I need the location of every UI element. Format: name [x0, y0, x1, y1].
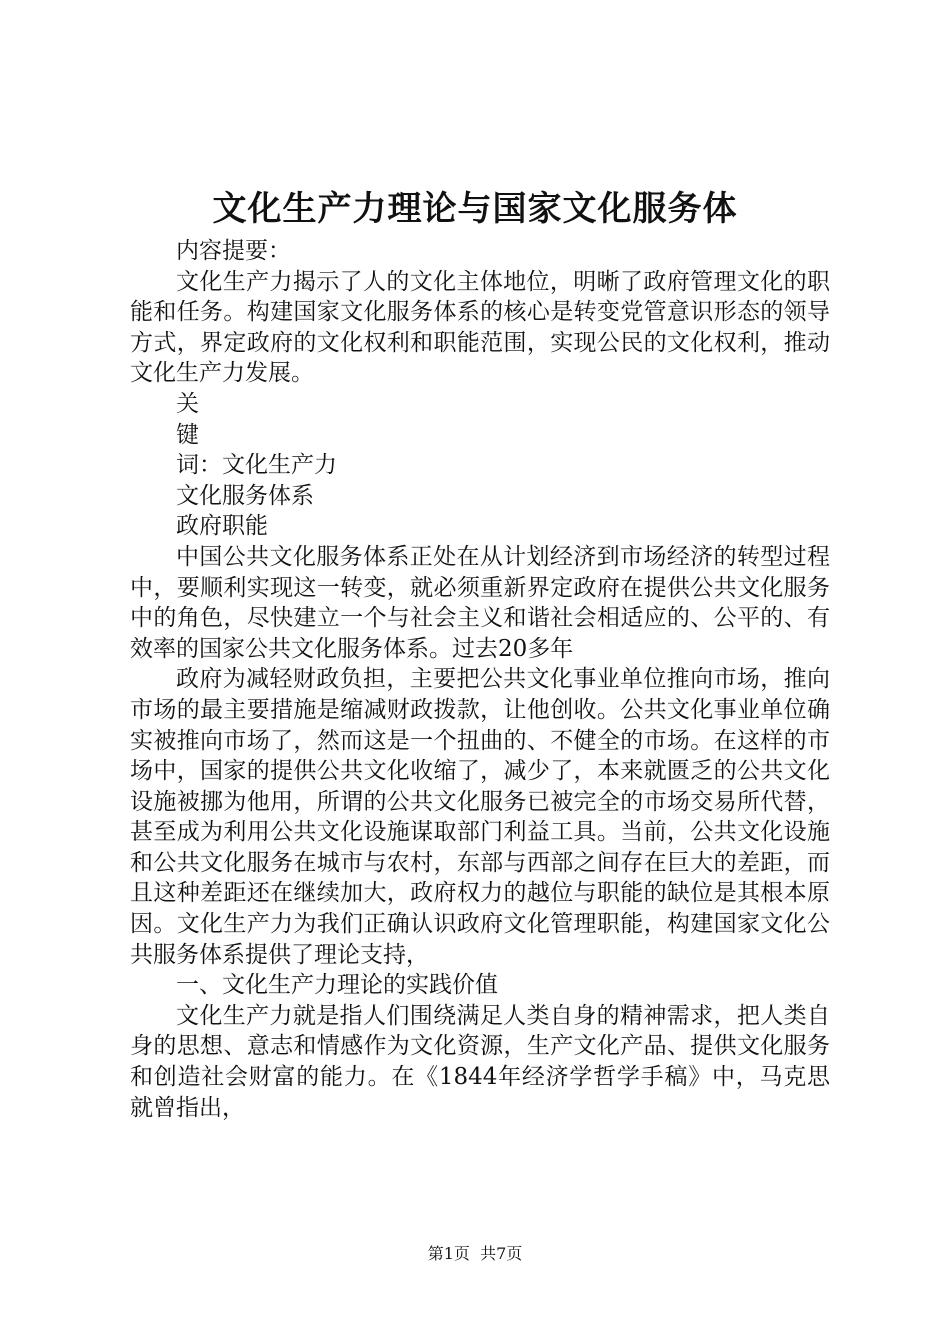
- document-body: [130, 236, 830, 1123]
- body-paragraph: 政府为减轻财政负担，主要把公共文化事业单位推向市场，推向市场的最主要措施是缩减财政拨款，让他创收。公共文化事业单位确实被推向市场了，然而这是一个扭曲的、不健全的市场。在这样的市场中，国家的提供公共文化收缩了，减少了，本来就匮乏的公共文化设施被挪为他用，所谓的公共文化服务已被完全的市场交易所代替，甚至成为利用公共文化设施谋取部门利益工具。当前，公共文化设施和公共文化服务在城市与农村，东部与西部之间存在巨大的差距，而且这种差距还在继续加大，政府权力的越位与职能的缺位是其根本原因。文化生产力为我们正确认识政府文化管理职能，构建国家文化公共服务体系提供了理论支持，: [130, 666, 830, 968]
- keywords-line: 词：文化生产力: [176, 452, 337, 479]
- keywords-char-1: 关: [176, 390, 199, 417]
- abstract-paragraph: 文化生产力揭示了人的文化主体地位，明晰了政府管理文化的职能和任务。构建国家文化服务体系的核心是转变党管意识形态的领导方式，界定政府的文化权利和职能范围，实现公民的文化权利，推动文化生产力发展。: [130, 268, 830, 387]
- body-paragraph: 文化生产力就是指人们围绕满足人类自身的精神需求，把人类自身的思想、意志和情感作为文化资源，生产文化产品、提供文化服务和创造社会财富的能力。在《1844年经济学哲学手稿》中，马克思就曾指出，: [130, 1002, 830, 1121]
- page-number: 第1页 共7页: [427, 1244, 523, 1263]
- page-footer: [0, 1243, 950, 1265]
- keywords-char-2: 键: [176, 421, 199, 448]
- keyword-item: 政府职能: [176, 513, 268, 540]
- keyword-item: 文化服务体系: [176, 482, 314, 509]
- abstract-label: 内容提要：: [176, 238, 291, 264]
- body-paragraph: 中国公共文化服务体系正处在从计划经济到市场经济的转型过程中，要顺利实现这一转变，就必须重新界定政府在提供公共文化服务中的角色，尽快建立一个与社会主义和谐社会相适应的、公平的、有效率的国家公共文化服务体系。过去20多年: [130, 543, 830, 662]
- document-title: 文化生产力理论与国家文化服务体: [212, 189, 738, 229]
- section-heading: 一、文化生产力理论的实践价值: [176, 972, 498, 999]
